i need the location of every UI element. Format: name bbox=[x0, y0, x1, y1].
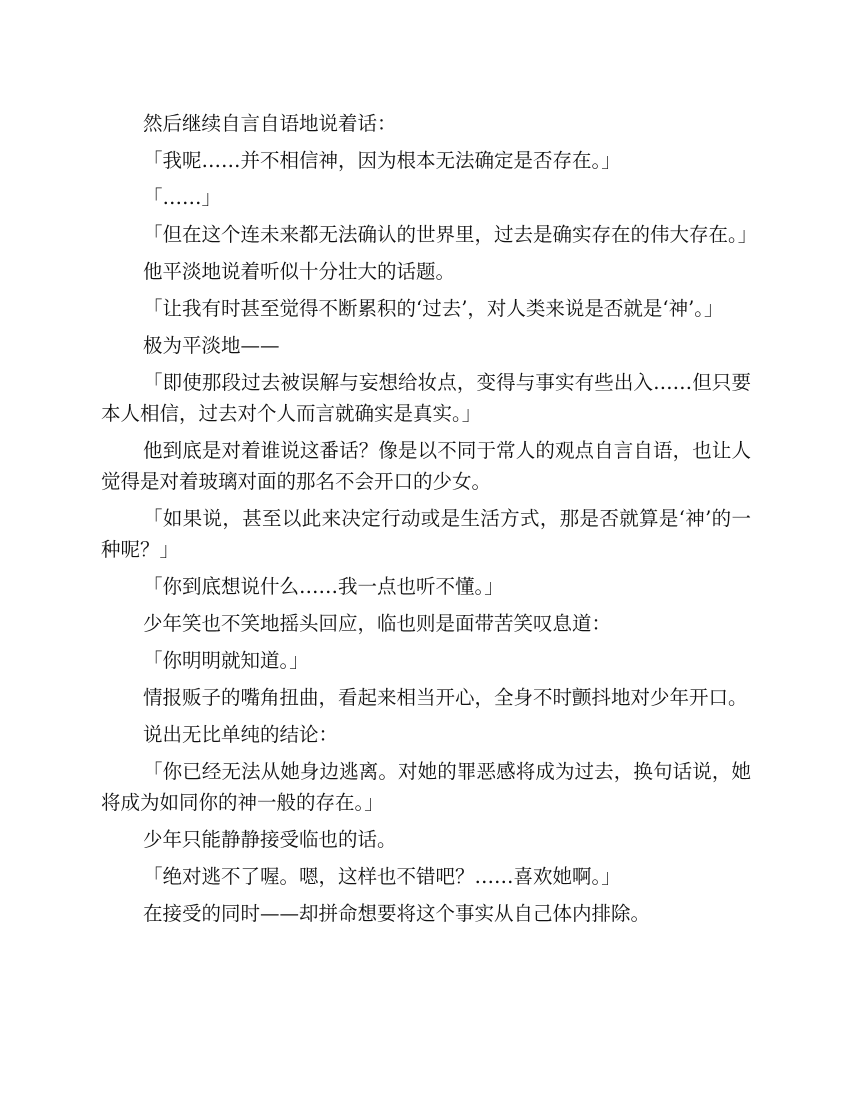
paragraph: 「让我有时甚至觉得不断累积的‘过去’，对人类来说是否就是‘神’。」 bbox=[143, 297, 724, 320]
paragraph: 「但在这个连未来都无法确认的世界里，过去是确实存在的伟大存在。」 bbox=[143, 223, 758, 246]
paragraph: 然后继续自言自语地说着话： bbox=[143, 112, 397, 135]
paragraph: 他平淡地说着听似十分壮大的话题。 bbox=[143, 260, 456, 283]
paragraph: 「你明明就知道。」 bbox=[143, 649, 309, 672]
paragraph: 极为平淡地—— bbox=[143, 334, 280, 357]
document-page bbox=[101, 108, 758, 935]
paragraph: 说出无比单纯的结论： bbox=[143, 723, 339, 746]
paragraph: 「你已经无法从她身边逃离。对她的罪恶感将成为过去，换句话说，她将成为如同你的神一般的存在。」 bbox=[101, 760, 751, 814]
paragraph: 「即使那段过去被误解与妄想给妆点，变得与事实有些出入……但只要本人相信，过去对个人而言就确实是真实。」 bbox=[101, 371, 751, 425]
paragraph: 少年笑也不笑地摇头回应，临也则是面带苦笑叹息道： bbox=[143, 612, 612, 635]
paragraph: 「如果说，甚至以此来决定行动或是生活方式，那是否就算是‘神’的一种呢？」 bbox=[101, 507, 751, 561]
paragraph: 在接受的同时——却拼命想要将这个事实从自己体内排除。 bbox=[143, 902, 651, 925]
paragraph: 少年只能静静接受临也的话。 bbox=[143, 828, 397, 851]
paragraph: 他到底是对着谁说这番话？像是以不同于常人的观点自言自语，也让人觉得是对着玻璃对面的那名不会开口的少女。 bbox=[101, 439, 751, 493]
paragraph: 「……」 bbox=[143, 186, 222, 209]
paragraph: 情报贩子的嘴角扭曲，看起来相当开心，全身不时颤抖地对少年开口。 bbox=[143, 686, 748, 709]
paragraph: 「你到底想说什么……我一点也听不懂。」 bbox=[143, 575, 504, 598]
paragraph: 「我呢……并不相信神，因为根本无法确定是否存在。」 bbox=[143, 149, 621, 172]
paragraph: 「绝对逃不了喔。嗯，这样也不错吧？……喜欢她啊。」 bbox=[143, 865, 621, 888]
